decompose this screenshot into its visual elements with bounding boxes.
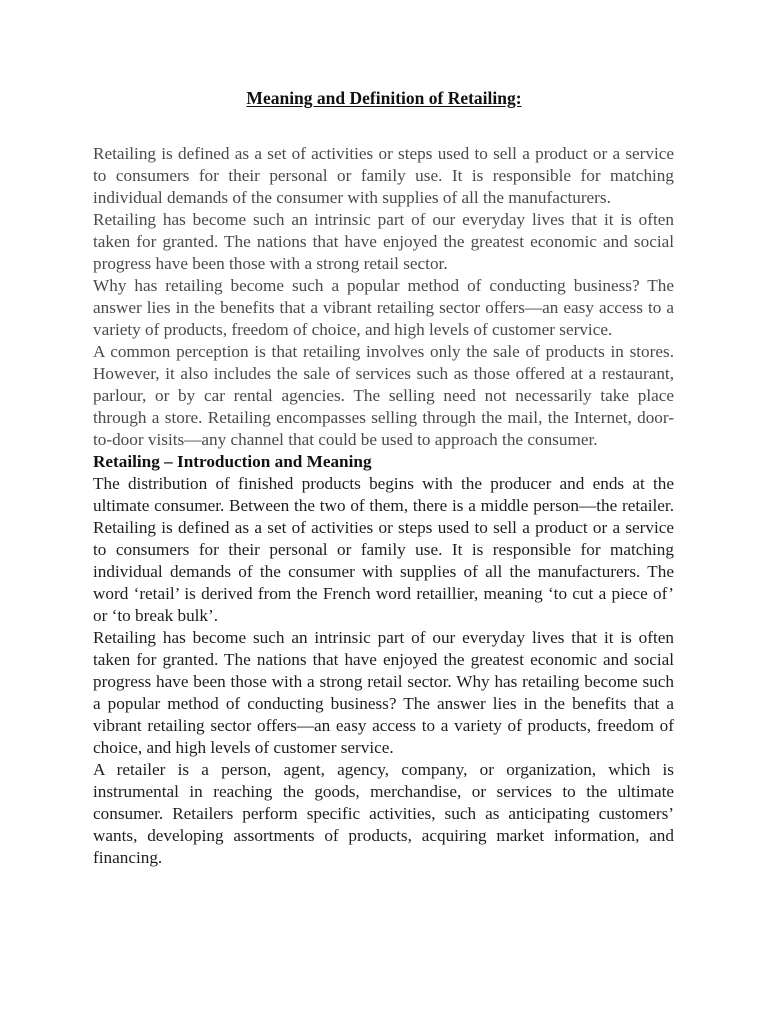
- paragraph-common-perception: A common perception is that retailing involves only the sale of products in stores. However, it also includes the sale of services such as those offered at a restaurant, parlour, or by car rental agencies. The selling need not necessarily take place through a store. Retailing encompasses selling through the mail, the Internet, door- to-door visits—any channel that could be used to approach the consumer.: [93, 342, 674, 449]
- paragraph-distribution: The distribution of finished products begins with the producer and ends at the ultimate consumer. Between the two of them, there is a middle person—the retailer. Retailing is defined as a set of activities or steps used to sell a product or a service to consumers for their personal or family use. It is responsible for matching individual demands of the consumer with supplies of all the manufacturers. The word ‘retail’ is derived from the French word retaillier, meaning ‘to cut a piece of’ or ‘to break bulk’.: [93, 474, 674, 625]
- section-subheading: Retailing – Introduction and Meaning: [93, 452, 372, 471]
- paragraph-popular-method: Why has retailing become such a popular method of conducting business? The answer lies in the benefits that a vibrant retailing sector offers—an easy access to a variety of products, freedom of choice, and high levels of customer service.: [93, 276, 674, 339]
- paragraph-intrinsic-part-2: Retailing has become such an intrinsic part of our everyday lives that it is often taken for granted. The nations that have enjoyed the greatest economic and social progress have been those with a strong retail sector. Why has retailing become such a popular method of conducting business? The answer lies in the benefits that a vibrant retailing sector offers—an easy access to a variety of products, freedom of choice, and high levels of customer service.: [93, 628, 674, 757]
- paragraph-definition: Retailing is defined as a set of activities or steps used to sell a product or a service to consumers for their personal or family use. It is responsible for matching individual demands of the consumer with supplies of all the manufacturers.: [93, 144, 674, 207]
- page-title: Meaning and Definition of Retailing:: [246, 88, 522, 108]
- document-body: [93, 143, 674, 869]
- paragraph-retailer-definition: A retailer is a person, agent, agency, company, or organization, which is instrumental in reaching the goods, merchandise, or services to the ultimate consumer. Retailers perform specific activities, such as anticipating customers’ wants, developing assortments of products, acquiring market information, and financing.: [93, 760, 674, 867]
- paragraph-intrinsic-part: Retailing has become such an intrinsic part of our everyday lives that it is often taken for granted. The nations that have enjoyed the greatest economic and social progress have been those with a strong retail sector.: [93, 210, 674, 273]
